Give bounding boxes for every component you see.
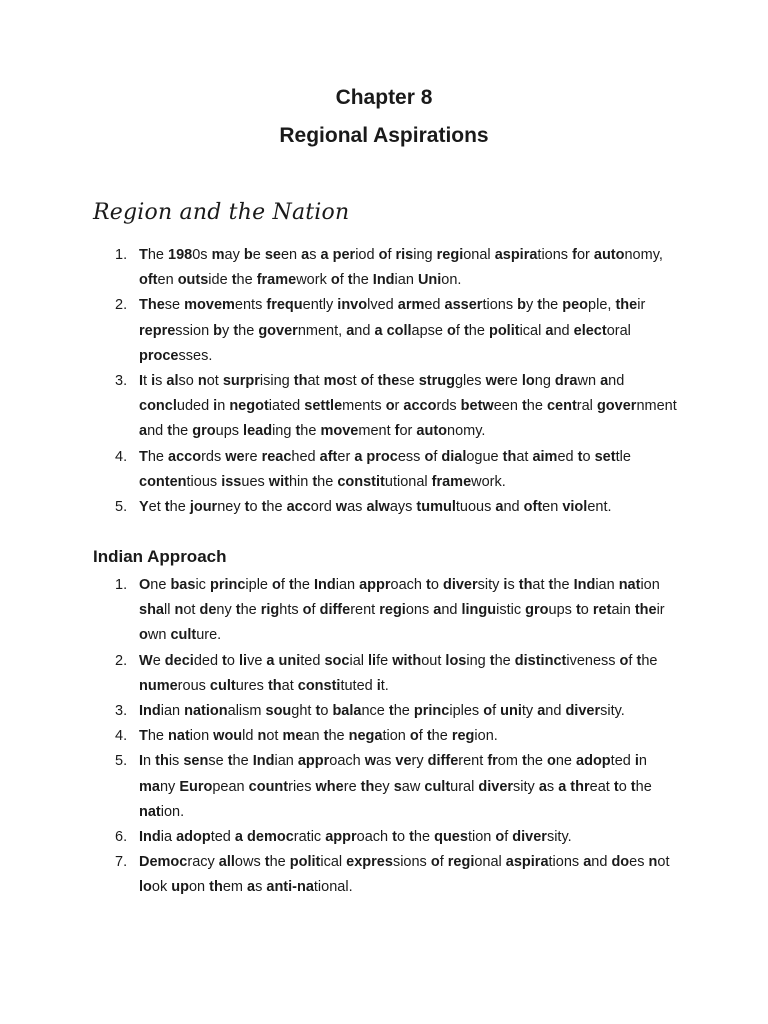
list-item xyxy=(115,445,679,495)
list-item xyxy=(115,573,679,649)
section-heading-indian-approach: Indian Approach xyxy=(93,547,227,566)
list-item xyxy=(115,243,679,293)
list-number: 5. xyxy=(115,499,128,516)
list-number: 4. xyxy=(115,728,128,745)
list-text: We decided to live a united social life without losing the distinctiveness of the numerous cultures that constituted it. xyxy=(139,652,658,694)
list-number: 6. xyxy=(115,829,128,846)
list-item xyxy=(115,850,679,900)
list-item xyxy=(115,495,679,520)
list-text: One basic principle of the Indian approach to diversity is that the Indian nation shall not deny the rights of different regions and linguistic groups to retain their own culture. xyxy=(139,577,665,644)
list-text: Indian nationalism sought to balance the principles of unity and diversity. xyxy=(139,703,625,720)
indian-approach-list xyxy=(115,573,679,901)
list-item xyxy=(115,749,679,825)
list-item xyxy=(115,649,679,699)
list-text: Democracy allows the political expressions of regional aspirations and does not look upon them as anti-national. xyxy=(139,854,670,896)
list-text: The accords were reached after a process of dialogue that aimed to settle contentious issues within the constitutional framework. xyxy=(139,448,631,490)
list-text: It is also not surprising that most of these struggles were long drawn and concluded in negotiated settlements or accords between the central government and the groups leading the movement for autonomy. xyxy=(139,373,677,440)
list-text: These movements frequently involved armed assertions by the people, their repression by the government, and a collapse of the political and electoral processes. xyxy=(139,297,646,364)
list-text: The 1980s may be seen as a period of rising regional aspirations for autonomy, often outside the framework of the Indian Union. xyxy=(139,247,663,289)
section-heading-region-and-nation: Region and the Nation xyxy=(93,200,350,225)
list-text: The nation would not mean the negation of the region. xyxy=(139,728,498,745)
list-text: Yet the journey to the accord was always tumultuous and often violent. xyxy=(139,499,612,516)
list-number: 5. xyxy=(115,753,128,770)
region-nation-list xyxy=(115,243,679,520)
list-number: 3. xyxy=(115,703,128,720)
list-number: 4. xyxy=(115,448,128,465)
list-number: 7. xyxy=(115,854,128,871)
list-item xyxy=(115,724,679,749)
list-item xyxy=(115,699,679,724)
chapter-subtitle: Regional Aspirations xyxy=(279,124,489,147)
list-item xyxy=(115,293,679,369)
list-number: 2. xyxy=(115,297,128,314)
list-number: 1. xyxy=(115,577,128,593)
list-item xyxy=(115,825,679,850)
list-text: India adopted a democratic approach to the question of diversity. xyxy=(139,829,572,846)
list-text: In this sense the Indian approach was very different from the one adopted in many European countries where they saw cultural diversity as a threat to the nation. xyxy=(139,753,652,820)
list-number: 2. xyxy=(115,652,128,669)
list-item xyxy=(115,369,679,445)
list-number: 3. xyxy=(115,373,128,390)
chapter-title: Chapter 8 xyxy=(335,86,433,109)
list-number: 1. xyxy=(115,247,128,263)
